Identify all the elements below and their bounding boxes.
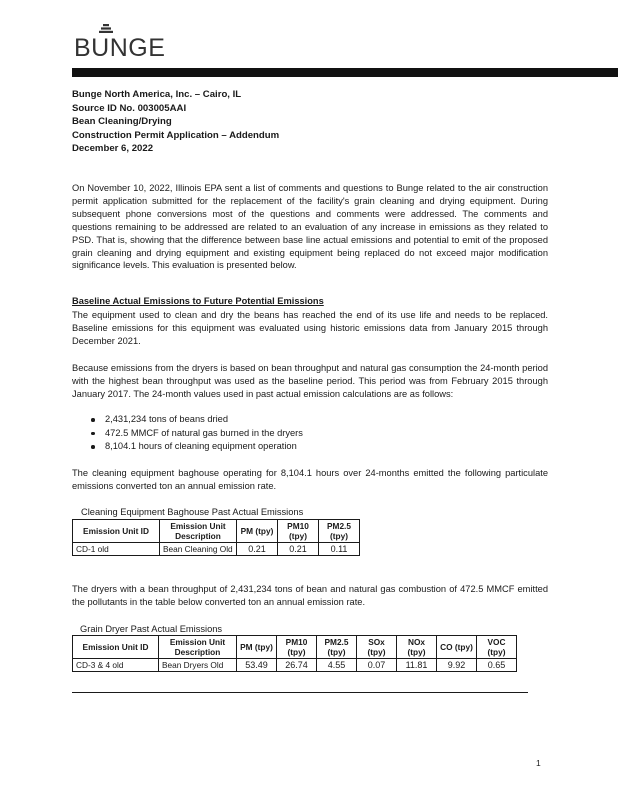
cell-pm25: 0.11 [319, 543, 360, 556]
header-unit-id: Emission Unit ID [73, 520, 160, 543]
section-title: Baseline Actual Emissions to Future Potential Emissions [72, 296, 324, 306]
cell-description: Bean Cleaning Old [160, 543, 237, 556]
table-header-row [73, 520, 360, 543]
source-id: Source ID No. 003005AAI [72, 102, 187, 114]
cell-pm: 53.49 [237, 659, 277, 672]
cell-pm10: 0.21 [278, 543, 319, 556]
header-pm: PM (tpy) [237, 636, 277, 659]
header-pm10: PM10 (tpy) [278, 520, 319, 543]
header-description: Emission Unit Description [159, 636, 237, 659]
header-co: CO (tpy) [437, 636, 477, 659]
cell-description: Bean Dryers Old [159, 659, 237, 672]
cell-pm25: 4.55 [317, 659, 357, 672]
intro-paragraph: On November 10, 2022, Illinois EPA sent a list of comments and questions to Bunge related to the air construction permit application submitted for the replacement of the facility's grain cleaning and drying equipment. During subsequent phone conversions most of the questions and comments were addressed. The comments and questions remaining to be addressed are related to an evaluation of any increase in emissions as they related to PSD. That is, showing that the difference between base line actual emissions and potential to emit of the proposed grain cleaning and drying equipment and existing equipment being replaced do not exceed major modification significance levels. This evaluation is presented below. [72, 183, 548, 271]
page-number: 1 [536, 758, 541, 768]
list-item: 8,104.1 hours of cleaning equipment operation [88, 440, 303, 454]
cell-nox: 11.81 [397, 659, 437, 672]
header-rule [72, 68, 618, 77]
section-paragraph-2: Because emissions from the dryers is based on bean throughput and natural gas consumption the 24-month period with the highest bean throughput was used as the baseline period. This period was from February 2015 through January 2017. The 24-month values used in past actual emission calculations are as follows: [72, 363, 548, 399]
table-row [73, 659, 517, 672]
header-sox: SOx (tpy) [357, 636, 397, 659]
cell-sox: 0.07 [357, 659, 397, 672]
company-name: Bunge North America, Inc. – Cairo, IL [72, 89, 242, 100]
document-type: Construction Permit Application – Addendum [72, 129, 280, 141]
cell-unit-id: CD-1 old [73, 543, 160, 556]
header-nox: NOx (tpy) [397, 636, 437, 659]
table-row [73, 543, 360, 556]
header-pm: PM (tpy) [237, 520, 278, 543]
document-date: December 6, 2022 [72, 143, 154, 154]
cell-pm: 0.21 [237, 543, 278, 556]
project-name: Bean Cleaning/Drying [72, 116, 172, 127]
header-voc: VOC (tpy) [477, 636, 517, 659]
list-item: 472.5 MMCF of natural gas burned in the dryers [88, 427, 303, 441]
header-unit-id: Emission Unit ID [73, 636, 159, 659]
section-paragraph-1: The equipment used to clean and dry the beans has reached the end of its use life and needs to be replaced. Baseline emissions for this equipment was evaluated using historic emissions data from January 2015 through December 2021. [72, 310, 548, 346]
baseline-values-list [88, 413, 303, 454]
header-description: Emission Unit Description [160, 520, 237, 543]
section-paragraph-4: The dryers with a bean throughput of 2,431,234 tons of bean and natural gas combustion of 472.5 MMCF emitted the pollutants in the table below converted ton an annual emission rate. [72, 584, 548, 607]
cell-pm10: 26.74 [277, 659, 317, 672]
dryer-emissions-table [72, 635, 517, 672]
header-pm25: PM2.5 (tpy) [317, 636, 357, 659]
cleaning-emissions-table [72, 519, 360, 556]
document-heading [72, 88, 279, 156]
table1-caption: Cleaning Equipment Baghouse Past Actual Emissions [81, 507, 304, 517]
list-item: 2,431,234 tons of beans dried [88, 413, 303, 427]
section-paragraph-3: The cleaning equipment baghouse operating for 8,104.1 hours over 24-months emitted the following particulate emissions converted ton an annual emission rate. [72, 468, 548, 491]
table-header-row [73, 636, 517, 659]
header-pm25: PM2.5 (tpy) [319, 520, 360, 543]
bunge-logo [74, 24, 184, 64]
table-bottom-rule [72, 692, 528, 693]
header-pm10: PM10 (tpy) [277, 636, 317, 659]
logo-text: BUNGE [74, 34, 166, 62]
cell-co: 9.92 [437, 659, 477, 672]
table2-caption: Grain Dryer Past Actual Emissions [80, 624, 223, 634]
cell-unit-id: CD-3 & 4 old [73, 659, 159, 672]
cell-voc: 0.65 [477, 659, 517, 672]
